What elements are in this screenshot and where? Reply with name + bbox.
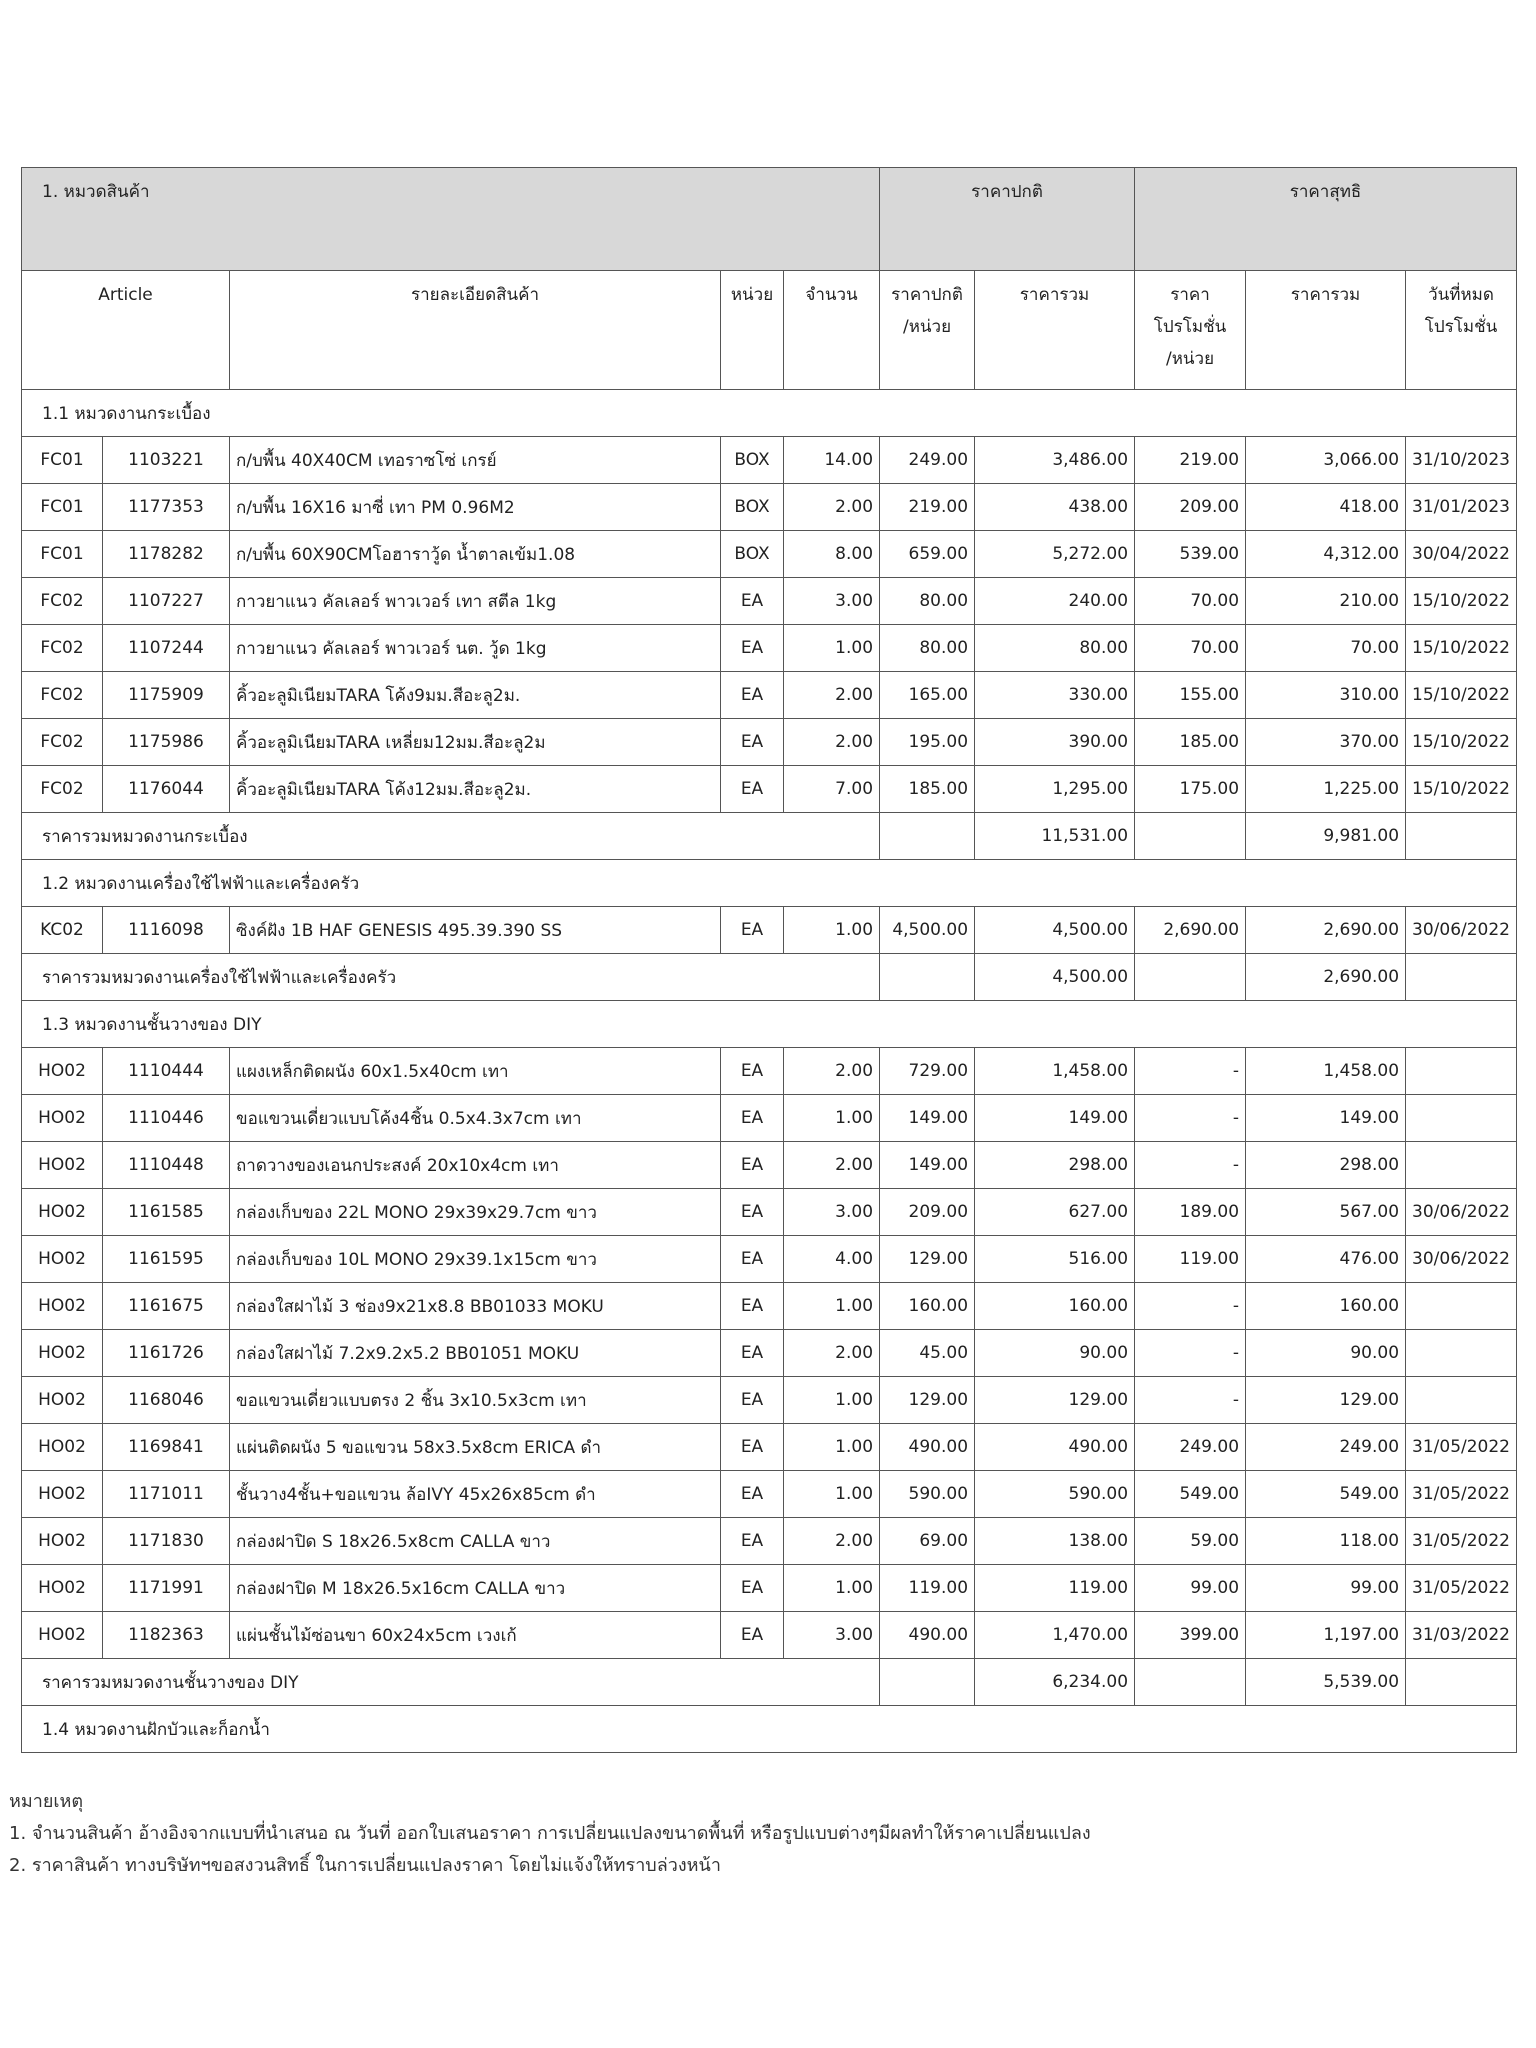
item-promo-end: 31/01/2023 [1406,484,1517,531]
subtotal-spacer [1406,954,1517,1001]
item-description: กาวยาแนว คัลเลอร์ พาวเวอร์ เทา สตีล 1kg [230,578,721,625]
item-promo-end: 30/06/2022 [1406,1189,1517,1236]
item-promo-price: 209.00 [1135,484,1246,531]
item-description: กล่องใสฝาไม้ 3 ช่อง9x21x8.8 BB01033 MOKU [230,1283,721,1330]
article-number: 1169841 [103,1424,230,1471]
item-unit: EA [721,719,784,766]
subtotal-net: 5,539.00 [1246,1659,1406,1706]
item-description: ขอแขวนเดี่ยวแบบโค้ง4ชิ้น 0.5x4.3x7cm เทา [230,1095,721,1142]
article-number: 1110446 [103,1095,230,1142]
item-unit: EA [721,1424,784,1471]
item-promo-price: 70.00 [1135,578,1246,625]
item-description: ก/บพื้น 40X40CM เทอราซโซ่ เกรย์ [230,437,721,484]
item-total: 160.00 [975,1283,1135,1330]
note-line: 1. จำนวนสินค้า อ้างอิงจากแบบที่นำเสนอ ณ วันที่ ออกใบเสนอราคา การเปลี่ยนแปลงขนาดพื้นที่ หรือรูปแบบต่างๆมีผลทำให้ราคาเปลี่ยนแปลง [9,1823,1091,1844]
table-row [22,1471,1517,1518]
col-price-unit: ราคาปกติ /หน่วย [880,271,975,390]
item-unit-price: 729.00 [880,1048,975,1095]
subtotal-spacer [1135,813,1246,860]
item-unit: EA [721,1471,784,1518]
subtotal-label: ราคารวมหมวดงานเครื่องใช้ไฟฟ้าและเครื่องครัว [22,954,880,1001]
item-unit-price: 80.00 [880,625,975,672]
item-promo-end: 31/05/2022 [1406,1471,1517,1518]
article-code: FC02 [22,672,103,719]
table-row [22,1095,1517,1142]
item-promo-price: 70.00 [1135,625,1246,672]
subtotal-spacer [880,1659,975,1706]
item-net-total: 149.00 [1246,1095,1406,1142]
item-net-total: 2,690.00 [1246,907,1406,954]
item-description: ชั้นวาง4ชั้น+ขอแขวน ล้อIVY 45x26x85cm ดำ [230,1471,721,1518]
item-promo-end: 30/06/2022 [1406,907,1517,954]
article-number: 1182363 [103,1612,230,1659]
item-qty: 1.00 [784,907,880,954]
item-net-total: 310.00 [1246,672,1406,719]
col-description: รายละเอียดสินค้า [230,271,721,390]
table-row [22,1377,1517,1424]
article-number: 1107244 [103,625,230,672]
item-qty: 2.00 [784,1518,880,1565]
item-unit-price: 185.00 [880,766,975,813]
item-qty: 3.00 [784,1189,880,1236]
subtotal-spacer [1406,813,1517,860]
item-total: 1,295.00 [975,766,1135,813]
item-promo-end: 15/10/2022 [1406,578,1517,625]
table-row [22,1189,1517,1236]
article-code: HO02 [22,1565,103,1612]
article-number: 1110448 [103,1142,230,1189]
item-promo-price: - [1135,1377,1246,1424]
item-unit: EA [721,672,784,719]
item-net-total: 370.00 [1246,719,1406,766]
item-total: 4,500.00 [975,907,1135,954]
item-net-total: 129.00 [1246,1377,1406,1424]
table-row [22,437,1517,484]
item-promo-price: - [1135,1142,1246,1189]
article-code: FC01 [22,531,103,578]
item-description: คิ้วอะลูมิเนียมTARA เหลี่ยม12มม.สีอะลู2ม [230,719,721,766]
item-promo-price: 175.00 [1135,766,1246,813]
item-unit-price: 149.00 [880,1095,975,1142]
item-total: 90.00 [975,1330,1135,1377]
item-description: ถาดวางของเอนกประสงค์ 20x10x4cm เทา [230,1142,721,1189]
item-unit: EA [721,1377,784,1424]
article-code: HO02 [22,1518,103,1565]
item-description: กล่องเก็บของ 10L MONO 29x39.1x15cm ขาว [230,1236,721,1283]
article-code: HO02 [22,1471,103,1518]
item-promo-end: 30/06/2022 [1406,1236,1517,1283]
item-total: 138.00 [975,1518,1135,1565]
item-unit: EA [721,1236,784,1283]
item-unit-price: 209.00 [880,1189,975,1236]
article-number: 1110444 [103,1048,230,1095]
article-number: 1178282 [103,531,230,578]
item-promo-price: - [1135,1283,1246,1330]
col-promo-end: วันที่หมด โปรโมชั่น [1406,271,1517,390]
item-unit-price: 119.00 [880,1565,975,1612]
item-unit-price: 149.00 [880,1142,975,1189]
item-total: 516.00 [975,1236,1135,1283]
item-qty: 1.00 [784,1471,880,1518]
item-unit: EA [721,1565,784,1612]
article-number: 1168046 [103,1377,230,1424]
item-total: 590.00 [975,1471,1135,1518]
item-unit: EA [721,1518,784,1565]
item-qty: 3.00 [784,1612,880,1659]
col-qty: จำนวน [784,271,880,390]
item-net-total: 418.00 [1246,484,1406,531]
article-number: 1161726 [103,1330,230,1377]
item-promo-end: 31/05/2022 [1406,1565,1517,1612]
item-net-total: 1,197.00 [1246,1612,1406,1659]
header-row-columns [22,271,1517,390]
item-unit: BOX [721,531,784,578]
item-promo-price: - [1135,1095,1246,1142]
item-promo-price: 185.00 [1135,719,1246,766]
item-qty: 8.00 [784,531,880,578]
item-net-total: 4,312.00 [1246,531,1406,578]
item-description: ก/บพื้น 60X90CMโอฮาราวู้ด น้ำตาลเข้ม1.08 [230,531,721,578]
item-promo-end [1406,1330,1517,1377]
item-net-total: 3,066.00 [1246,437,1406,484]
subtotal-row [22,954,1517,1001]
article-code: HO02 [22,1283,103,1330]
table-row [22,1565,1517,1612]
item-promo-end: 31/05/2022 [1406,1424,1517,1471]
subtotal-spacer [880,813,975,860]
table-row [22,766,1517,813]
item-total: 490.00 [975,1424,1135,1471]
item-qty: 14.00 [784,437,880,484]
item-promo-end [1406,1095,1517,1142]
subtotal-spacer [880,954,975,1001]
item-promo-price: 539.00 [1135,531,1246,578]
article-number: 1175986 [103,719,230,766]
table-row [22,1048,1517,1095]
table-row [22,484,1517,531]
note-line: 2. ราคาสินค้า ทางบริษัทฯขอสงวนสิทธิ์ ในการเปลี่ยนแปลงราคา โดยไม่แจ้งให้ทราบล่วงหน้า [9,1855,721,1876]
table-row [22,1612,1517,1659]
item-qty: 3.00 [784,578,880,625]
item-description: กาวยาแนว คัลเลอร์ พาวเวอร์ นต. วู้ด 1kg [230,625,721,672]
category-title: 1.1 หมวดงานกระเบื้อง [22,390,1517,437]
table-row [22,578,1517,625]
article-code: FC02 [22,578,103,625]
category-title: 1.3 หมวดงานชั้นวางของ DIY [22,1001,1517,1048]
category-row [22,860,1517,907]
item-description: แผ่นชั้นไม้ซ่อนขา 60x24x5cm เวงเก้ [230,1612,721,1659]
item-qty: 7.00 [784,766,880,813]
article-code: FC02 [22,719,103,766]
item-qty: 1.00 [784,1095,880,1142]
subtotal-label: ราคารวมหมวดงานชั้นวางของ DIY [22,1659,880,1706]
article-code: FC01 [22,484,103,531]
article-number: 1116098 [103,907,230,954]
subtotal-net: 2,690.00 [1246,954,1406,1001]
item-qty: 1.00 [784,1283,880,1330]
item-net-total: 249.00 [1246,1424,1406,1471]
item-net-total: 549.00 [1246,1471,1406,1518]
item-unit: EA [721,578,784,625]
header-row-top [22,168,1517,271]
item-net-total: 99.00 [1246,1565,1406,1612]
item-net-total: 567.00 [1246,1189,1406,1236]
article-number: 1161675 [103,1283,230,1330]
article-code: HO02 [22,1424,103,1471]
category-title: 1.4 หมวดงานฝักบัวและก็อกน้ำ [22,1706,1517,1753]
item-qty: 2.00 [784,484,880,531]
item-promo-end: 15/10/2022 [1406,672,1517,719]
item-promo-price: 59.00 [1135,1518,1246,1565]
item-total: 80.00 [975,625,1135,672]
item-promo-end: 31/05/2022 [1406,1518,1517,1565]
item-qty: 2.00 [784,719,880,766]
category-row [22,390,1517,437]
category-row [22,1706,1517,1753]
item-description: ซิงค์ฝัง 1B HAF GENESIS 495.39.390 SS [230,907,721,954]
item-promo-price: 549.00 [1135,1471,1246,1518]
item-promo-end: 15/10/2022 [1406,719,1517,766]
item-qty: 1.00 [784,1377,880,1424]
item-promo-price: 99.00 [1135,1565,1246,1612]
col-unit: หน่วย [721,271,784,390]
article-code: HO02 [22,1095,103,1142]
table-row [22,1142,1517,1189]
item-unit-price: 45.00 [880,1330,975,1377]
item-unit: EA [721,1612,784,1659]
article-number: 1175909 [103,672,230,719]
price-table [21,167,1517,1753]
col-article: Article [22,271,230,390]
regular-price-header: ราคาปกติ [880,168,1135,271]
item-net-total: 70.00 [1246,625,1406,672]
article-code: HO02 [22,1048,103,1095]
subtotal-row [22,813,1517,860]
item-description: กล่องเก็บของ 22L MONO 29x39x29.7cm ขาว [230,1189,721,1236]
item-total: 627.00 [975,1189,1135,1236]
item-description: แผงเหล็กติดผนัง 60x1.5x40cm เทา [230,1048,721,1095]
item-promo-price: 189.00 [1135,1189,1246,1236]
item-total: 438.00 [975,484,1135,531]
col-total: ราคารวม [975,271,1135,390]
subtotal-total: 6,234.00 [975,1659,1135,1706]
table-row [22,719,1517,766]
notes-title: หมายเหตุ [9,1791,84,1812]
subtotal-spacer [1135,954,1246,1001]
item-unit: EA [721,1330,784,1377]
item-promo-end [1406,1377,1517,1424]
item-qty: 2.00 [784,672,880,719]
item-qty: 1.00 [784,1424,880,1471]
item-unit-price: 129.00 [880,1377,975,1424]
subtotal-net: 9,981.00 [1246,813,1406,860]
item-qty: 1.00 [784,625,880,672]
item-unit: EA [721,1048,784,1095]
item-unit-price: 165.00 [880,672,975,719]
item-qty: 4.00 [784,1236,880,1283]
table-row [22,907,1517,954]
item-unit-price: 490.00 [880,1424,975,1471]
item-description: กล่องฝาปิด S 18x26.5x8cm CALLA ขาว [230,1518,721,1565]
item-qty: 2.00 [784,1048,880,1095]
table-row [22,625,1517,672]
category-row [22,1001,1517,1048]
item-net-total: 1,458.00 [1246,1048,1406,1095]
table-row [22,1236,1517,1283]
article-number: 1161595 [103,1236,230,1283]
item-unit-price: 659.00 [880,531,975,578]
article-number: 1103221 [103,437,230,484]
subtotal-label: ราคารวมหมวดงานกระเบื้อง [22,813,880,860]
article-code: HO02 [22,1142,103,1189]
item-total: 149.00 [975,1095,1135,1142]
article-code: FC01 [22,437,103,484]
item-unit-price: 219.00 [880,484,975,531]
table-row [22,1283,1517,1330]
item-promo-end: 31/10/2023 [1406,437,1517,484]
article-number: 1176044 [103,766,230,813]
item-unit-price: 69.00 [880,1518,975,1565]
item-net-total: 160.00 [1246,1283,1406,1330]
table-row [22,1330,1517,1377]
item-qty: 1.00 [784,1565,880,1612]
subtotal-row [22,1659,1517,1706]
item-unit: EA [721,766,784,813]
article-number: 1107227 [103,578,230,625]
item-unit: EA [721,907,784,954]
subtotal-total: 11,531.00 [975,813,1135,860]
item-promo-end [1406,1142,1517,1189]
item-promo-end [1406,1283,1517,1330]
article-number: 1171991 [103,1565,230,1612]
item-promo-price: 119.00 [1135,1236,1246,1283]
item-description: กล่องฝาปิด M 18x26.5x16cm CALLA ขาว [230,1565,721,1612]
table-row [22,531,1517,578]
item-description: คิ้วอะลูมิเนียมTARA โค้ง9มม.สีอะลู2ม. [230,672,721,719]
article-number: 1177353 [103,484,230,531]
notes [9,1786,1091,1882]
item-promo-end: 15/10/2022 [1406,625,1517,672]
subtotal-total: 4,500.00 [975,954,1135,1001]
item-net-total: 1,225.00 [1246,766,1406,813]
article-code: HO02 [22,1236,103,1283]
item-total: 390.00 [975,719,1135,766]
item-unit: BOX [721,437,784,484]
item-description: ก/บพื้น 16X16 มาซี่ เทา PM 0.96M2 [230,484,721,531]
item-unit-price: 195.00 [880,719,975,766]
item-total: 330.00 [975,672,1135,719]
item-promo-price: 2,690.00 [1135,907,1246,954]
section-title: 1. หมวดสินค้า [22,168,880,271]
item-total: 1,458.00 [975,1048,1135,1095]
table-row [22,1518,1517,1565]
item-promo-end: 31/03/2022 [1406,1612,1517,1659]
item-unit: EA [721,625,784,672]
item-total: 298.00 [975,1142,1135,1189]
item-total: 129.00 [975,1377,1135,1424]
article-code: HO02 [22,1377,103,1424]
item-unit-price: 490.00 [880,1612,975,1659]
col-net-total: ราคารวม [1246,271,1406,390]
item-total: 1,470.00 [975,1612,1135,1659]
item-unit-price: 4,500.00 [880,907,975,954]
category-title: 1.2 หมวดงานเครื่องใช้ไฟฟ้าและเครื่องครัว [22,860,1517,907]
item-unit-price: 249.00 [880,437,975,484]
article-code: KC02 [22,907,103,954]
article-code: HO02 [22,1612,103,1659]
article-number: 1161585 [103,1189,230,1236]
item-promo-price: 155.00 [1135,672,1246,719]
subtotal-spacer [1406,1659,1517,1706]
item-unit: EA [721,1142,784,1189]
item-promo-price: 399.00 [1135,1612,1246,1659]
item-total: 119.00 [975,1565,1135,1612]
item-unit: BOX [721,484,784,531]
article-code: HO02 [22,1330,103,1377]
article-code: HO02 [22,1189,103,1236]
item-net-total: 476.00 [1246,1236,1406,1283]
item-net-total: 210.00 [1246,578,1406,625]
item-description: คิ้วอะลูมิเนียมTARA โค้ง12มม.สีอะลู2ม. [230,766,721,813]
item-description: แผ่นติดผนัง 5 ขอแขวน 58x3.5x8cm ERICA ดำ [230,1424,721,1471]
item-promo-price: 249.00 [1135,1424,1246,1471]
item-unit: EA [721,1095,784,1142]
item-total: 3,486.00 [975,437,1135,484]
item-unit: EA [721,1189,784,1236]
item-net-total: 118.00 [1246,1518,1406,1565]
table-row [22,672,1517,719]
item-description: กล่องใสฝาไม้ 7.2x9.2x5.2 BB01051 MOKU [230,1330,721,1377]
item-promo-end [1406,1048,1517,1095]
item-promo-price: - [1135,1330,1246,1377]
item-unit-price: 590.00 [880,1471,975,1518]
item-total: 5,272.00 [975,531,1135,578]
item-unit-price: 129.00 [880,1236,975,1283]
item-description: ขอแขวนเดี่ยวแบบตรง 2 ชิ้น 3x10.5x3cm เทา [230,1377,721,1424]
item-promo-price: 219.00 [1135,437,1246,484]
article-code: FC02 [22,625,103,672]
article-code: FC02 [22,766,103,813]
item-promo-end: 30/04/2022 [1406,531,1517,578]
subtotal-spacer [1135,1659,1246,1706]
article-number: 1171011 [103,1471,230,1518]
item-unit-price: 80.00 [880,578,975,625]
item-promo-price: - [1135,1048,1246,1095]
item-unit-price: 160.00 [880,1283,975,1330]
net-price-header: ราคาสุทธิ [1135,168,1517,271]
item-net-total: 298.00 [1246,1142,1406,1189]
table-row [22,1424,1517,1471]
col-promo-price: ราคา โปรโมชั่น /หน่วย [1135,271,1246,390]
item-promo-end: 15/10/2022 [1406,766,1517,813]
item-unit: EA [721,1283,784,1330]
item-total: 240.00 [975,578,1135,625]
item-net-total: 90.00 [1246,1330,1406,1377]
item-qty: 2.00 [784,1142,880,1189]
article-number: 1171830 [103,1518,230,1565]
item-qty: 2.00 [784,1330,880,1377]
